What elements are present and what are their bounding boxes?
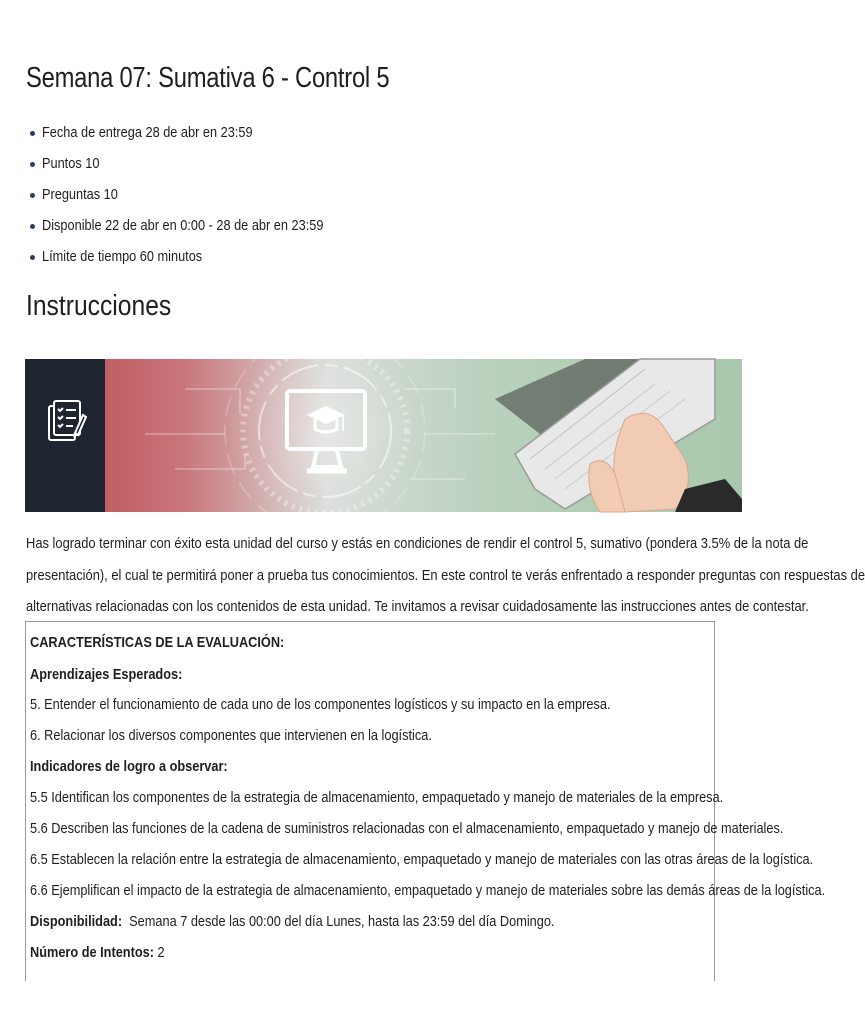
indicators-label: Indicadores de logro a observar: [30,758,228,775]
checklist-pencil-icon [49,401,86,440]
availability-row [30,912,554,932]
detail-questions-text: Preguntas 10 [42,186,118,203]
quiz-details-list [30,120,373,275]
intro-line: alternativas relacionadas con los contenidos de esta unidad. Te invitamos a revisar cuidadosamente las instrucciones antes de contestar. [26,598,809,615]
bullet-icon [30,193,35,198]
intro-line: presentación), el cual te permitirá poner a prueba tus conocimientos. En este control te verás enfrentado a responder preguntas con respuestas de [26,566,865,584]
learning-outcome-item: 5. Entender el funcionamiento de cada uno de los componentes logísticos y su impacto en la empresa. [30,696,611,713]
instructions-heading: Instrucciones [26,290,172,322]
indicator-item: 5.6 Describen las funciones de la cadena de suministros relacionadas con el almacenamiento, empaquetado y manejo de materiales. [30,820,784,837]
intro-paragraph [26,528,865,623]
detail-time-limit-text: Límite de tiempo 60 minutos [42,248,203,265]
bullet-icon [30,224,35,229]
detail-available [30,213,373,244]
attempts-value: 2 [157,944,165,961]
intro-line: Has logrado terminar con éxito esta unidad del curso y estás en condiciones de rendir el control 5, sumativo (pondera 3.5% de la nota de [26,535,809,552]
detail-due-date-text: Fecha de entrega 28 de abr en 23:59 [42,124,253,141]
availability-value: Semana 7 desde las 00:00 del día Lunes, hasta las 23:59 del día Domingo. [129,913,555,930]
evaluation-heading: CARACTERÍSTICAS DE LA EVALUACIÓN: [30,634,285,651]
learning-outcomes-label: Aprendizajes Esperados: [30,666,183,683]
detail-time-limit [30,244,373,275]
bullet-icon [30,162,35,167]
indicator-item: 6.6 Ejemplifican el impacto de la estrategia de almacenamiento, empaquetado y manejo de materiales sobre las demás áreas de la logística. [30,882,826,899]
detail-available-text: Disponible 22 de abr en 0:00 - 28 de abr en 23:59 [42,217,324,234]
instructions-banner [25,359,742,512]
indicator-item: 5.5 Identifican los componentes de la estrategia de almacenamiento, empaquetado y manejo de materiales de la empresa. [30,789,724,806]
banner-illustration [25,359,742,512]
learning-outcome-item: 6. Relacionar los diversos componentes que intervienen en la logística. [30,727,432,744]
availability-label: Disponibilidad: [30,913,123,930]
detail-due-date [30,120,373,151]
page-title: Semana 07: Sumativa 6 - Control 5 [26,62,390,94]
detail-points [30,151,373,182]
attempts-label: Número de Intentos: [30,944,154,961]
bullet-icon [30,255,35,260]
evaluation-characteristics-box [25,621,826,981]
attempts-row [30,943,165,963]
indicator-item: 6.5 Establecen la relación entre la estrategia de almacenamiento, empaquetado y manejo de materiales con las otras áreas de la logística. [30,851,814,868]
bullet-icon [30,131,35,136]
detail-points-text: Puntos 10 [42,155,100,172]
detail-questions [30,182,373,213]
